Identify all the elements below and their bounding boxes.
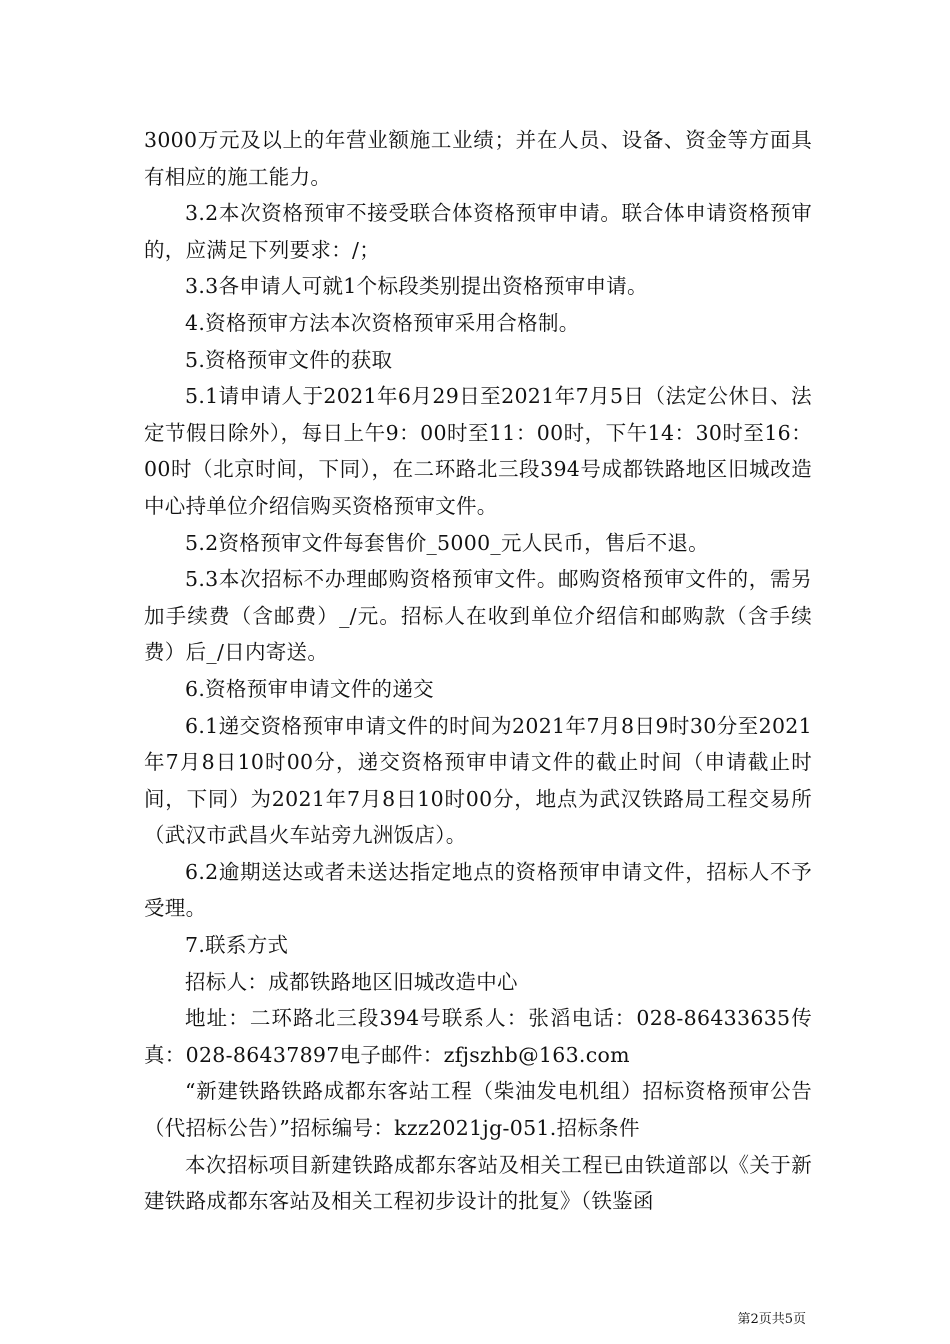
paragraph-3: 3.3各申请人可就1个标段类别提出资格预审申请。 [185,274,648,299]
paragraph-2: 3.2本次资格预审不接受联合体资格预审申请。联合体申请资格预审的，应满足下列要求：/； [144,201,812,262]
paragraph-12: 7.联系方式 [185,933,289,958]
paragraph-11: 6.2逾期送达或者未送达指定地点的资格预审申请文件，招标人不予受理。 [144,859,812,921]
document-body [144,122,812,1220]
paragraph-14: 地址：二环路北三段394号联系人：张滔电话：028-86433635传真：028-86437897电子邮件：zfjszhb@163.com [144,1006,812,1067]
page-number-footer: 第2页共5页 [737,1312,806,1327]
paragraph-4: 4.资格预审方法本次资格预审采用合格制。 [185,310,580,335]
paragraph-16: 本次招标项目新建铁路成都东客站及相关工程已由铁道部以《关于新建铁路成都东客站及相关工程初步设计的批复》（铁鉴函 [144,1152,812,1214]
paragraph-1: 3000万元及以上的年营业额施工业绩；并在人员、设备、资金等方面具有相应的施工能力。 [144,128,812,189]
paragraph-13: 招标人：成都铁路地区旧城改造中心 [185,969,518,994]
paragraph-6: 5.1请申请人于2021年6月29日至2021年7月5日（法定公休日、法定节假日除外），每日上午9：00时至11：00时，下午14：30时至16：00时（北京时间，下同），在二环路北三段394号成都铁路地区旧城改造中心持单位介绍信购买资格预审文件。 [144,384,812,518]
paragraph-7: 5.2资格预审文件每套售价_5000_元人民币，售后不退。 [185,530,709,555]
paragraph-8: 5.3本次招标不办理邮购资格预审文件。邮购资格预审文件的，需另加手续费（含邮费）_/元。招标人在收到单位介绍信和邮购款（含手续费）后_/日内寄送。 [144,567,812,665]
paragraph-5: 5.资格预审文件的获取 [185,347,393,372]
paragraph-9: 6.资格预审申请文件的递交 [185,676,434,701]
paragraph-15: “新建铁路铁路成都东客站工程（柴油发电机组）招标资格预审公告（代招标公告）”招标编号：kzz2021jg-051.招标条件 [144,1079,812,1141]
paragraph-10: 6.1递交资格预审申请文件的时间为2021年7月8日9时30分至2021年7月8日10时00分，递交资格预审申请文件的截止时间（申请截止时间，下同）为2021年7月8日10时00分，地点为武汉铁路局工程交易所（武汉市武昌火车站旁九洲饭店）。 [144,713,812,848]
